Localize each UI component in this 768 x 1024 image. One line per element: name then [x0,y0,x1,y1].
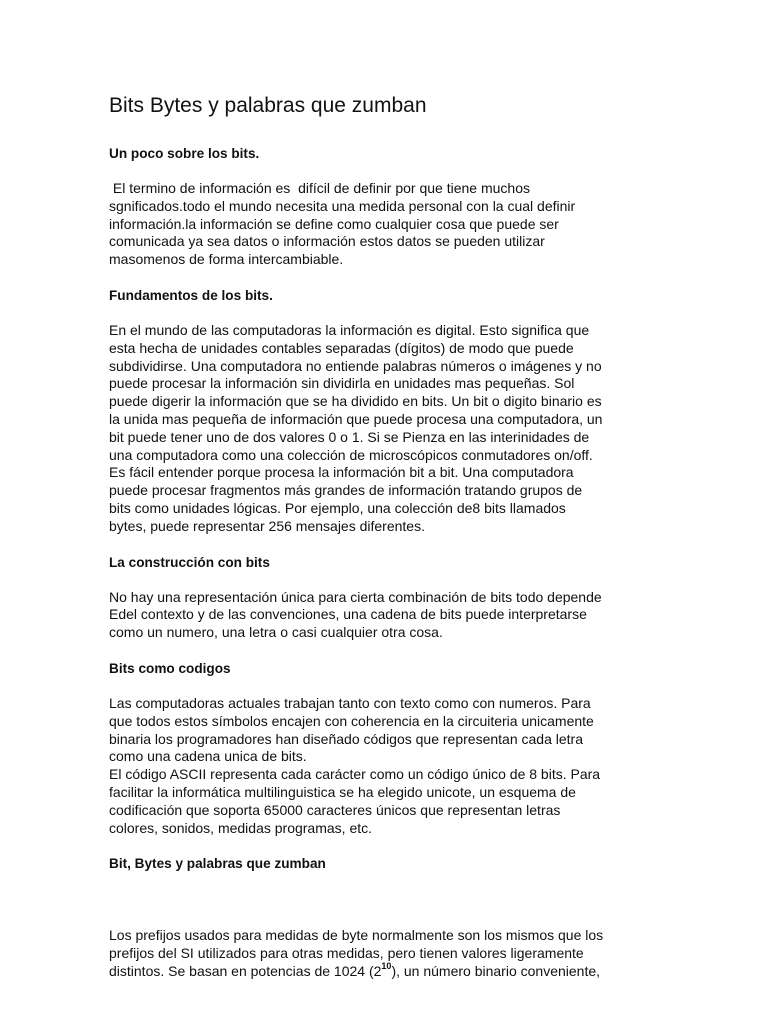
text-line: bytes, puede representar 256 mensajes diferentes. [109,517,425,534]
text-line: comunicada ya sea datos o información estos datos se pueden utilizar [109,233,545,250]
text-fragment: distintos. Se basan en potencias de 1024 (2 [109,962,382,979]
text-line: información.la información se define como cualquier cosa que puede ser [109,215,559,232]
text-line: subdividirse. Una computadora no entiende palabras números o imágenes y no [109,357,602,374]
exponent: 10 [381,961,392,972]
text-fragment: ), un número binario conveniente, [391,962,601,979]
blank-space [109,890,661,927]
paragraph-construction [109,589,661,642]
text-line: bit puede tener uno de dos valores 0 o 1. Si se Pienza en las interinidades de [109,428,590,445]
text-line: No hay una representación única para cierta combinación de bits todo depende [109,588,602,605]
paragraph-codes [109,695,661,837]
text-line: codificación que soporta 65000 caracteres únicos que representan letras [109,801,561,818]
text-line: Los prefijos usados para medidas de byte normalmente son los mismos que los [109,927,604,944]
paragraph-fundamentals [109,322,661,536]
text-line: Edel contexto y de las convenciones, una cadena de bits puede interpretarse [109,606,587,623]
document-page [109,92,661,999]
text-line: sgnificados.todo el mundo necesita una medida personal con la cual definir [109,197,576,214]
text-line: como un numero, una letra o casi cualquier otra cosa. [109,624,443,641]
text-line: masomenos de forma intercambiable. [109,251,344,268]
section-heading-bits-intro: Un poco sobre los bits. [109,146,260,161]
section-heading-codes: Bits como codigos [109,660,231,676]
text-line: esta hecha de unidades contables separadas (dígitos) de modo que puede [109,339,574,356]
text-line: facilitar la informática multilinguistica se ha elegido unicote, un esquema de [109,783,576,800]
text-line: El código ASCII representa cada carácter como un código único de 8 bits. Para [109,766,601,783]
section-heading-words: Bit, Bytes y palabras que zumban [109,856,326,872]
text-line: como una cadena unica de bits. [109,748,307,765]
paragraph-prefixes [109,927,661,980]
text-line: Las computadoras actuales trabajan tanto con texto como con numeros. Para [109,694,591,711]
paragraph-bits-intro [109,180,661,269]
text-line: una computadora como una colección de microscópicos conmutadores on/off. [109,446,593,463]
text-line: colores, sonidos, medidas programas, etc. [109,819,373,836]
text-line: Es fácil entender porque procesa la información bit a bit. Una computadora [109,464,574,481]
section-heading-construction: La construcción con bits [109,554,270,570]
text-line: puede procesar la información sin dividirla en unidades mas pequeñas. Sol [109,375,575,392]
text-line: El termino de información es difícil de definir por que tiene muchos [109,180,530,196]
document-title: Bits Bytes y palabras que zumban [109,94,427,117]
text-line: puede digerir la información que se ha dividido en bits. Un bit o digito binario es [109,393,602,410]
text-line: En el mundo de las computadoras la información es digital. Esto significa que [109,321,590,338]
text-line: que todos estos símbolos encajen con coherencia en la circuiteria unicamente [109,712,594,729]
text-line: la unida mas pequeña de información que puede procesa una computadora, un [109,410,603,427]
text-line-with-exponent [109,963,661,981]
text-line: puede procesar fragmentos más grandes de información tratando grupos de [109,482,583,499]
section-heading-fundamentals: Fundamentos de los bits. [109,287,273,303]
text-line: bits como unidades lógicas. Por ejemplo, una colección de8 bits llamados [109,499,566,516]
text-line: prefijos del SI utilizados para otras medidas, pero tienen valores ligeramente [109,945,584,962]
text-line: binaria los programadores han diseñado códigos que representan cada letra [109,730,583,747]
